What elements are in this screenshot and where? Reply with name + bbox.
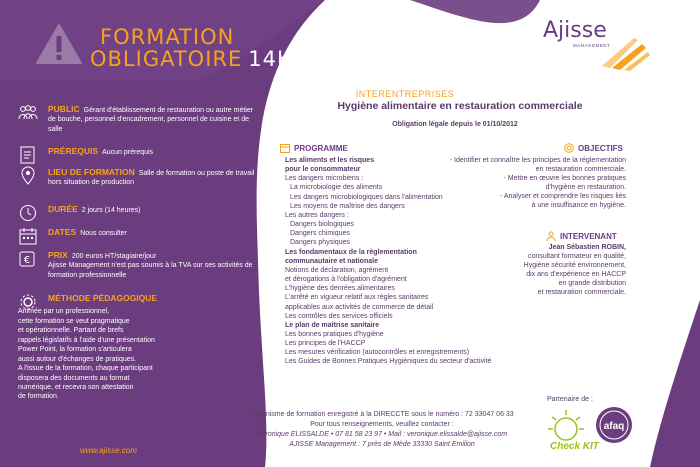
programme-line: Les fondamentaux de la règlementation (285, 248, 417, 256)
afaq-logo (594, 405, 634, 445)
location-pin-icon (18, 167, 38, 185)
objectif-line: d'hygiène en restauration. (545, 184, 626, 192)
programme-line: L'hygiène des denrées alimentaires (285, 285, 395, 293)
programme-line: Les bonnes pratiques d'hygiène (285, 330, 384, 338)
programme-line: Dangers chimiques (290, 230, 350, 238)
info-prix (18, 250, 258, 280)
objectifs-list (420, 156, 626, 211)
programme-line: Dangers biologiques (290, 221, 354, 229)
footer (232, 410, 532, 451)
methode-line: rappels législatifs à l'aide d'une présentation (18, 336, 155, 344)
svg-text:€: € (23, 255, 31, 266)
objectif-line: - Identifier et connaître les principes de la réglementation (449, 157, 626, 164)
footer-contact-intro: Pour tous renseignements, veuillez contacter : (310, 421, 454, 429)
person-icon (546, 231, 556, 241)
logo-name: Ajisse (543, 18, 607, 43)
prerequis-label: PRÉREQUIS (48, 146, 99, 156)
footer-address: AJISSE Management : 7 près de Mède 33330 Saint Emilion (289, 441, 475, 449)
obligation-subtitle: Obligation légale depuis le 01/10/2012 (392, 121, 518, 128)
duree-label: DURÉE (48, 204, 78, 214)
programme-line: Notions de déclaration, agrément (285, 266, 389, 274)
intervenant-line: consultant formateur en qualité, (527, 253, 626, 261)
programme-line: Les dangers microbiens : (285, 175, 364, 183)
objectif-line: - Mettre en œuvre les bonnes pratiques (503, 175, 626, 183)
programme-line: Les autres dangers : (285, 211, 349, 219)
afaq-text: afaq (603, 421, 625, 432)
methode-line: Animée par un professionnel, (18, 308, 110, 316)
programme-heading-text: PROGRAMME (294, 144, 348, 153)
methode-line: Power Point, la formation s'articulera (18, 346, 132, 354)
programme-line: communautaire et nationale (285, 257, 378, 265)
title-duration: 14H (248, 47, 294, 71)
gear-icon (18, 293, 38, 311)
methode-line: A l'issue de la formation, chaque participant (18, 365, 153, 373)
calendar-icon (18, 227, 38, 245)
programme-line: L'arrêté en vigueur relatif aux règles sanitaires (285, 294, 429, 302)
methode-line: cette formation se veut pragmatique (18, 317, 130, 325)
info-methode (18, 293, 258, 402)
methode-line: de formation. (18, 393, 59, 401)
info-duree (18, 204, 258, 215)
public-text: Gérant d'établissement de restauration ou autre métier de bouche, personnel d'encadrement, personnel de cuisine et de salle (48, 107, 254, 133)
programme-line: Les aliments et les risques (285, 157, 375, 164)
intervenant-line: et restauration commerciale. (537, 289, 626, 297)
checkkit-logo (540, 405, 599, 460)
info-dates (18, 227, 258, 238)
clock-icon (18, 204, 38, 222)
target-icon (564, 143, 574, 153)
footer-contact[interactable]: Véronique ELISSALDE • 07 81 58 23 97 • Mail : veronique.elissalde@ajisse.com (256, 431, 508, 439)
euro-price-icon (18, 250, 38, 268)
info-lieu (18, 167, 258, 188)
website-link[interactable]: www.ajisse.com (80, 446, 137, 455)
objectif-line: en restauration commerciale. (535, 166, 626, 174)
objectif-line: - Analyser et comprendre les risques liés (499, 193, 626, 201)
methode-line: et opérationnelle. Partant de brefs (18, 327, 124, 335)
prix-text2: Ajisse Management n'est pas soumis à la TVA sur ses activités de formation professionnelle (48, 262, 253, 279)
people-icon (18, 104, 38, 122)
lieu-text: Salle de formation ou poste de travail hors situation de production (48, 170, 255, 187)
programme-heading (280, 143, 348, 153)
checkkit-check: Check KIT (550, 441, 599, 452)
intervenant-block (470, 243, 626, 298)
methode-lines (18, 307, 258, 401)
objectifs-heading (564, 143, 623, 153)
intervenant-line: dix ans d'expérience en HACCP (526, 271, 626, 279)
programme-line: Les principes de l'HACCP (285, 340, 366, 348)
dates-label: DATES (48, 227, 77, 237)
title-obligatoire (90, 47, 294, 71)
title-formation: FORMATION (100, 25, 235, 49)
logo-subtitle: MANAGEMENT (573, 43, 611, 48)
footer-registration: Organisme de formation enregistré à la DIRECCTE sous le numéro : 72 33047 06 33 (250, 411, 514, 418)
programme-line: Les dangers microbiologiques dans l'alimentation (290, 193, 443, 201)
programme-line: et dérogations à l'obligation d'agrément (285, 276, 407, 284)
intervenant-name: Jean Sébastien ROBIN, (548, 244, 626, 251)
prerequis-text: Aucun prérequis (102, 149, 154, 156)
programme-line: applicables aux activités de commerce de détail (285, 303, 434, 311)
title-obligatoire-text: OBLIGATOIRE (90, 47, 243, 71)
info-prerequis (18, 146, 258, 157)
programme-line: Dangers physiques (290, 239, 350, 247)
programme-line: Le plan de maîtrise sanitaire (285, 321, 380, 329)
objectif-line: à une insuffisance en hygiène. (531, 202, 626, 210)
intervenant-heading (546, 231, 617, 241)
programme-line: pour le consommateur (285, 166, 361, 174)
lieu-label: LIEU DE FORMATION (48, 167, 135, 177)
public-label: PUBLIC (48, 104, 80, 114)
programme-line: La microbiologie des aliments (290, 184, 383, 192)
intervenant-line: Hygiène sécurité environnement, (523, 262, 626, 270)
checklist-icon (18, 146, 38, 164)
programme-line: Les Guides de Bonnes Pratiques Hygiéniques du secteur d'activité (285, 358, 492, 366)
prix-text: 200 euros HT/stagiaire/jour (71, 253, 157, 260)
programme-line: Les contrôles des services officiels (285, 312, 393, 320)
methode-label: MÉTHODE PÉDAGOGIQUE (48, 293, 158, 303)
programme-line: Les mesures vérification (autocontrôles et enregistrements) (285, 349, 470, 357)
intervenant-heading-text: INTERVENANT (560, 232, 617, 241)
info-public (18, 104, 258, 134)
partner-label: Partenaire de : (547, 396, 593, 403)
intro-tag: INTERENTREPRISES (355, 89, 455, 99)
methode-line: disposera des documents au format (18, 374, 130, 382)
calendar-icon (280, 143, 290, 153)
prix-label: PRIX (48, 250, 68, 260)
main-title: Hygiène alimentaire en restauration commerciale (337, 100, 583, 112)
methode-line: aussi autour d'échanges de pratiques. (18, 355, 137, 363)
duree-text: 2 jours (14 heures) (81, 207, 141, 214)
warning-icon (34, 22, 84, 66)
objectifs-heading-text: OBJECTIFS (578, 144, 623, 153)
programme-line: Les moyens de maîtrise des dangers (290, 202, 405, 210)
methode-line: numérique, et recevra son attestation (18, 383, 134, 391)
dates-text: Nous consulter (80, 230, 127, 237)
intervenant-line: en grande distribution (558, 280, 626, 288)
